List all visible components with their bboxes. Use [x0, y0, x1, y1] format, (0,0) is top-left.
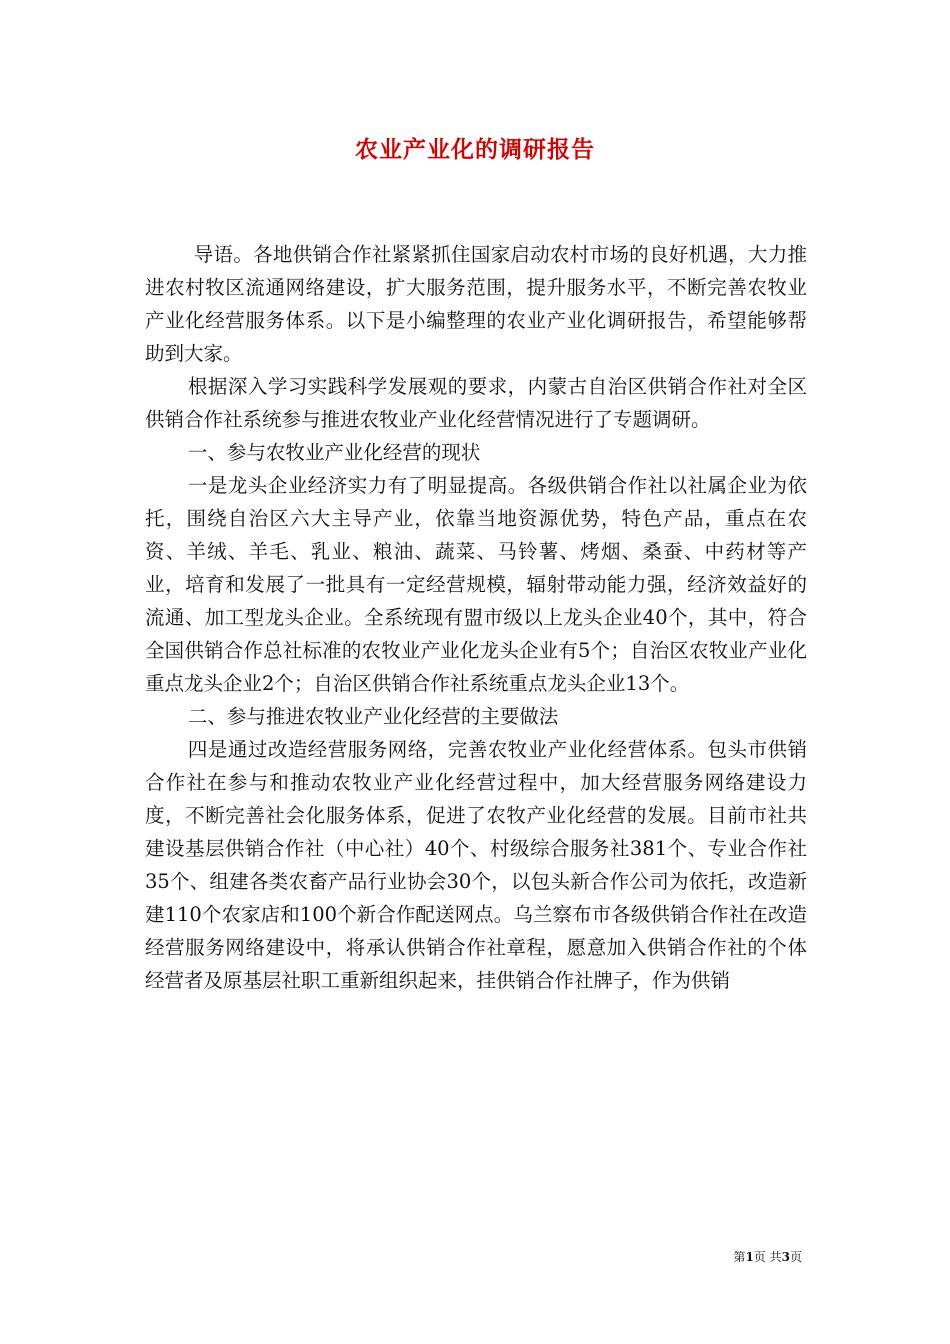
section-heading-1: 一、参与农牧业产业化经营的现状 — [187, 441, 481, 464]
document-title: 农业产业化的调研报告 — [355, 136, 595, 163]
footer-middle: 页 共 — [753, 1250, 782, 1264]
footer-total-pages: 3 — [781, 1250, 790, 1264]
document-body — [145, 238, 807, 997]
section-heading-2: 二、参与推进农牧业产业化经营的主要做法 — [187, 705, 559, 728]
footer-current-page: 1 — [745, 1250, 754, 1264]
paragraph-leading-enterprises: 一是龙头企业经济实力有了明显提高。各级供销合作社以社属企业为依托，围绕自治区六大主导产业，依靠当地资源优势，特色产品，重点在农资、羊绒、羊毛、乳业、粮油、蔬菜、马铃薯、烤烟、桑蚕、中药材等产业，培育和发展了一批具有一定经营规模，辐射带动能力强，经济效益好的流通、加工型龙头企业。全系统现有盟市级以上龙头企业40个，其中，符合全国供销合作总社标准的农牧业产业化龙头企业有5个；自治区农牧业产业化重点龙头企业2个；自治区供销合作社系统重点龙头企业13个。 — [145, 474, 807, 695]
footer-suffix: 页 — [789, 1250, 802, 1264]
paragraph-intro: 导语。各地供销合作社紧紧抓住国家启动农村市场的良好机遇，大力推进农村牧区流通网络建设，扩大服务范围，提升服务水平，不断完善农牧业产业化经营服务体系。以下是小编整理的农业产业化调研报告，希望能够帮助到大家。 — [145, 243, 807, 365]
footer-prefix: 第 — [733, 1250, 746, 1264]
paragraph-service-network: 四是通过改造经营服务网络，完善农牧业产业化经营体系。包头市供销合作社在参与和推动农牧业产业化经营过程中，加大经营服务网络建设力度，不断完善社会化服务体系，促进了农牧产业化经营的发展。目前市社共建设基层供销合作社（中心社）40个、村级综合服务社381个、专业合作社35个、组建各类农畜产品行业协会30个，以包头新合作公司为依托，改造新建110个农家店和100个新合作配送网点。乌兰察布市各级供销合作社在改造经营服务网络建设中，将承认供销合作社章程，愿意加入供销合作社的个体经营者及原基层社职工重新组织起来，挂供销合作社牌子，作为供销 — [145, 738, 807, 992]
paragraph-background: 根据深入学习实践科学发展观的要求，内蒙古自治区供销合作社对全区供销合作社系统参与推进农牧业产业化经营情况进行了专题调研。 — [145, 375, 807, 431]
page-footer — [733, 1248, 802, 1265]
